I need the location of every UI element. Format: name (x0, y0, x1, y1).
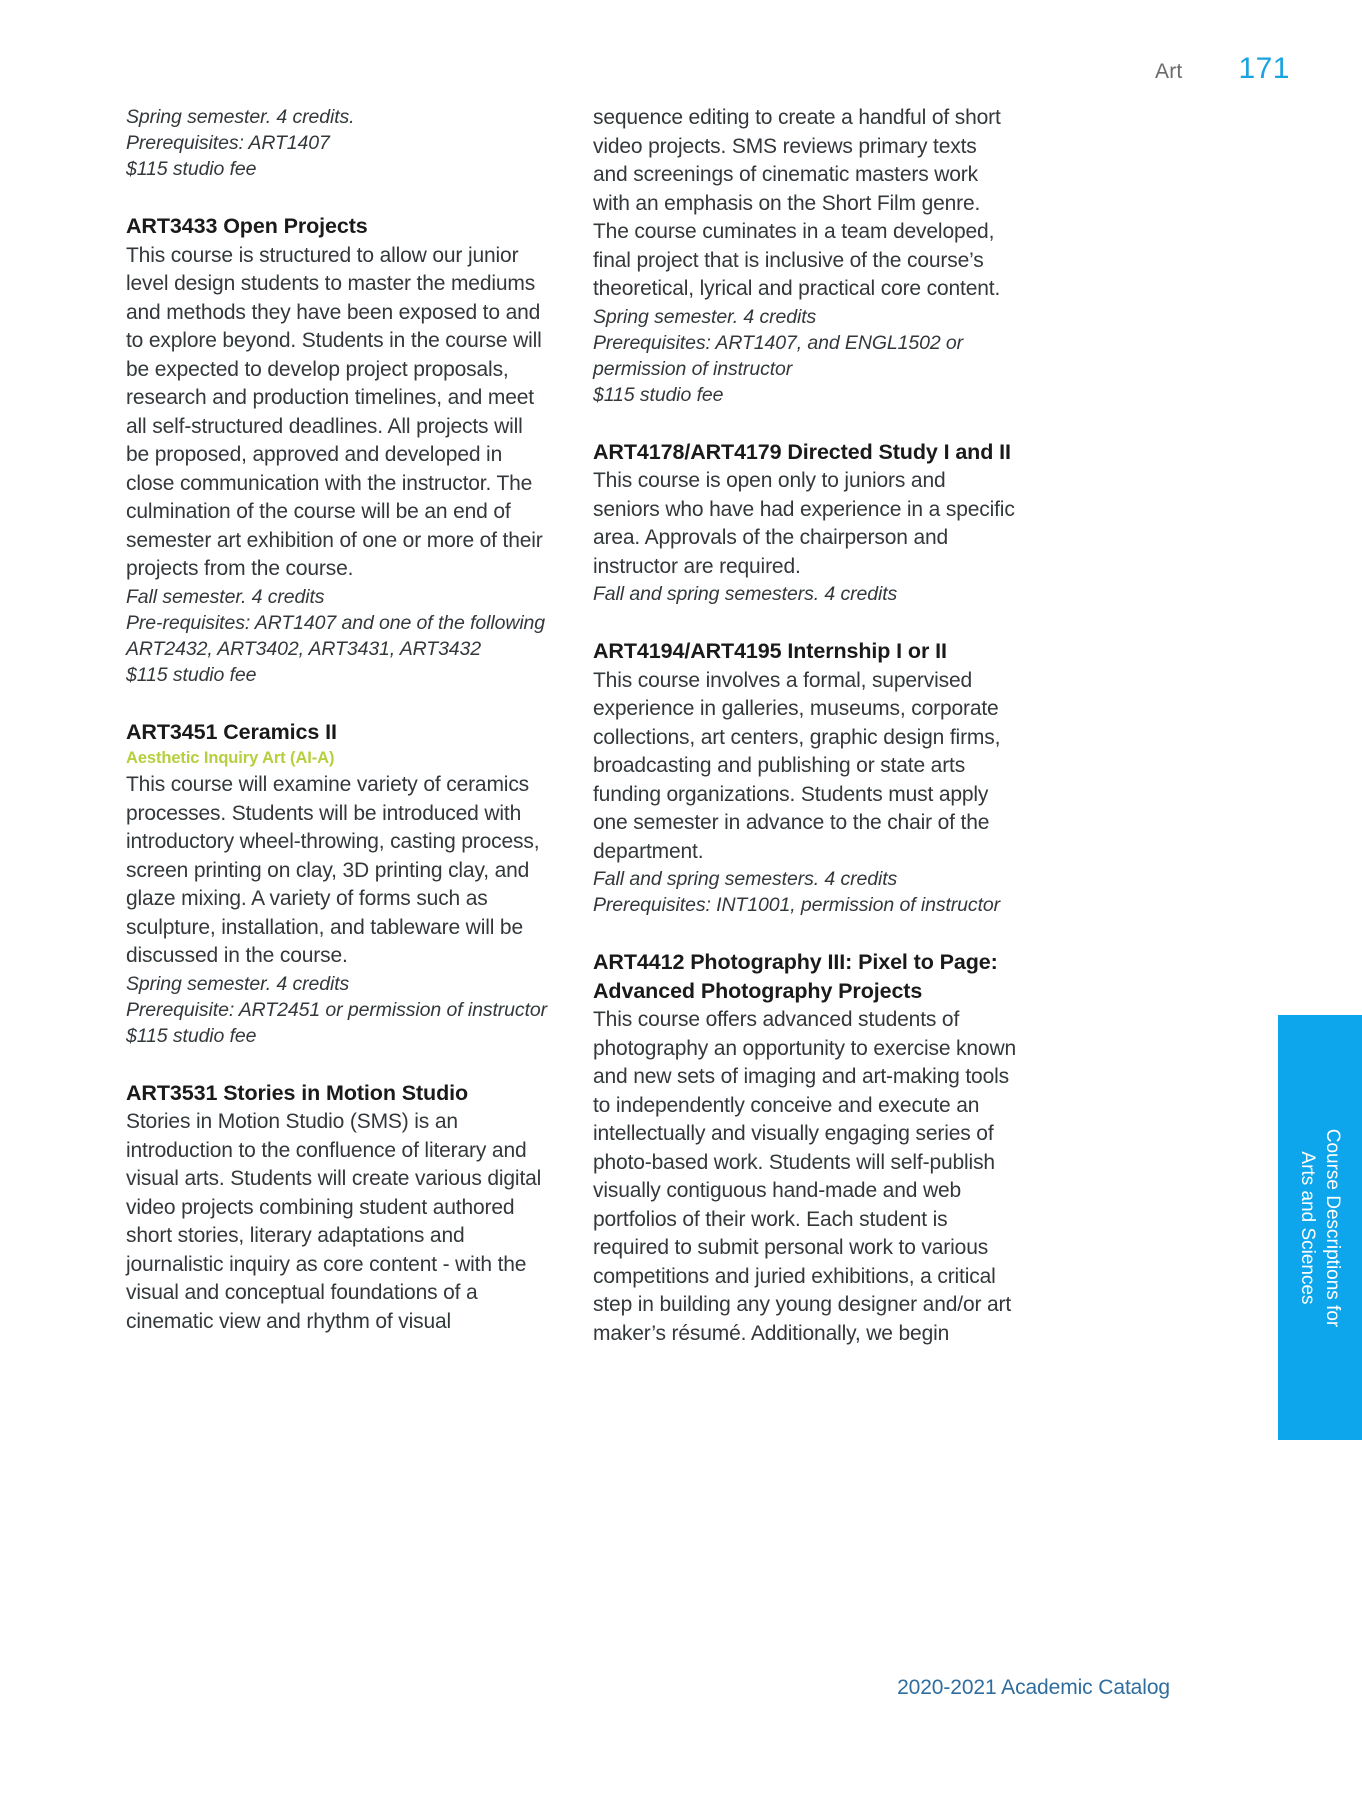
course-meta-line: $115 studio fee (126, 1024, 257, 1047)
course-meta-line: Fall and spring semesters. 4 credits (593, 868, 898, 890)
course-meta-line: Spring semester. 4 credits (126, 972, 350, 995)
course-entry-art3433 (126, 212, 549, 688)
spacer (593, 918, 1016, 948)
page-number: 171 (1238, 52, 1290, 85)
course-entry-art4178-art4179 (593, 438, 1016, 608)
course-meta-line: Prerequisite: ART2451 or permission of instructor (126, 998, 548, 1021)
course-meta-line: Fall semester. 4 credits (126, 585, 325, 608)
course-description: This course will examine variety of ceramics processes. Students will be introduced with introductory wheel-throwing, casting process, screen printing on clay, 3D printing clay, and glaze mixing. A variety of forms such as sculpture, installation, and tableware will be discussed in the course. (126, 773, 540, 967)
course-entry-art3531 (126, 1079, 549, 1337)
course-description: This course offers advanced students of photography an opportunity to exercise known and new sets of imaging and art-making tools to independently conceive and execute an intellectually and visually engaging series of photo-based work. Students will self-publish visually contiguous hand-made and web portfolios of their work. Each student is required to submit personal work to various competitions and juried exhibitions, a critical step in building any young designer and/or art maker’s résumé. Additionally, we begin (593, 1008, 1017, 1345)
section-side-tab (1278, 1015, 1362, 1440)
course-meta-line: Pre-requisites: ART1407 and one of the following ART2432, ART3402, ART3431, ART3432 (126, 611, 546, 660)
course-title: ART3433 Open Projects (126, 214, 368, 238)
two-column-body (126, 104, 1016, 1348)
course-meta-line: $115 studio fee (126, 663, 257, 686)
course-description: This course involves a formal, supervised experience in galleries, museums, corporate collections, art centers, graphic design firms, broadcasting and publishing or state arts funding organizations. Students must apply one semester in advance to the chair of the department. (593, 668, 1001, 863)
course-title: ART3531 Stories in Motion Studio (126, 1080, 469, 1105)
spacer (126, 182, 549, 212)
course-meta-line: Spring semester. 4 credits (593, 305, 817, 328)
side-tab-text (1295, 1028, 1345, 1428)
spacer (593, 408, 1016, 438)
header-section-label: Art (1155, 60, 1183, 83)
course-attribute-tag: Aesthetic Inquiry Art (AI-A) (126, 749, 335, 767)
continued-course-description-block (593, 104, 1016, 408)
course-description: sequence editing to create a handful of short video projects. SMS reviews primary texts and screenings of cinematic masters work with an emphasis on the Short Film genre. The course cuminates in a team developed, final project that is inclusive of the course’s theoretical, lyrical and practical core content. (593, 106, 1001, 300)
course-entry-art4194-art4195 (593, 637, 1016, 918)
left-column (126, 104, 549, 1348)
course-entry-art3451 (126, 718, 549, 1049)
course-description: This course is open only to juniors and seniors who have had experience in a specific area. Approvals of the chairperson and instructor are required. (593, 469, 1015, 578)
course-meta-line: Prerequisites: ART1407 (126, 132, 330, 154)
course-title: ART4412 Photography III: Pixel to Page: Advanced Photography Projects (593, 950, 998, 1003)
spacer (593, 607, 1016, 637)
spacer (126, 1049, 549, 1079)
course-entry-art4412 (593, 948, 1016, 1348)
page-header (0, 52, 1290, 86)
course-title: ART4194/ART4195 Internship I or II (593, 639, 947, 663)
course-description: This course is structured to allow our junior level design students to master the mediums and methods they have been exposed to and to explore beyond. Students in the course will be expected to develop project proposals, research and production timelines, and meet all self-structured deadlines. All projects will be proposed, approved and developed in close communication with the instructor. The culmination of the course will be an end of semester art exhibition of one or more of their projects from the course. (126, 243, 543, 580)
side-tab-line-2: Arts and Sciences (1297, 1150, 1318, 1305)
page-footer: 2020-2021 Academic Catalog (897, 1676, 1170, 1699)
spacer (126, 688, 549, 718)
course-title: ART3451 Ceramics II (126, 719, 337, 744)
course-meta-line: Fall and spring semesters. 4 credits (593, 583, 898, 605)
course-meta-line: $115 studio fee (126, 158, 257, 180)
side-tab-line-1: Course Descriptions for (1322, 1128, 1343, 1327)
right-column (593, 104, 1016, 1348)
course-description: Stories in Motion Studio (SMS) is an introduction to the confluence of literary and visual arts. Students will create various digital video projects combining student authored short stories, literary adaptations and journalistic inquiry as core content - with the visual and conceptual foundations of a cinematic view and rhythm of visual (126, 1110, 542, 1333)
course-title: ART4178/ART4179 Directed Study I and II (593, 439, 1011, 464)
course-meta-line: Prerequisites: ART1407, and ENGL1502 or permission of instructor (593, 331, 964, 380)
course-meta-line: $115 studio fee (593, 383, 724, 406)
course-meta-line: Prerequisites: INT1001, permission of instructor (593, 894, 1001, 916)
continued-course-meta-block (126, 104, 549, 182)
course-meta-line: Spring semester. 4 credits. (126, 106, 355, 128)
